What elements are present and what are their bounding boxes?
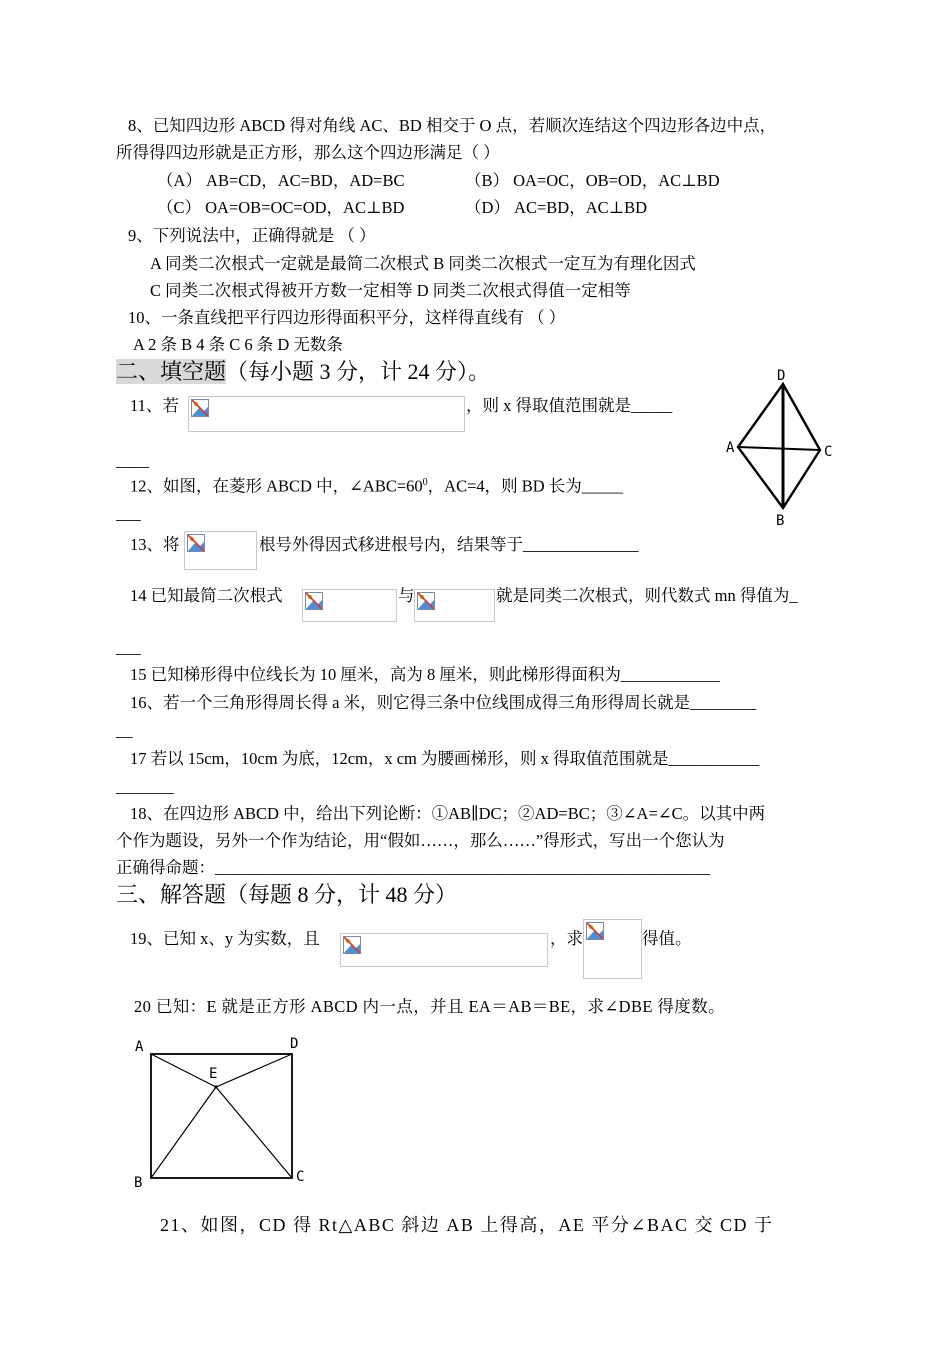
q19-pre: 19、已知 x、y 为实数，且 xyxy=(130,929,320,948)
q14-mid: 与 xyxy=(398,586,415,605)
section-3-heading: 三、解答题（每题 8 分，计 48 分） xyxy=(116,882,458,907)
square-label-a: A xyxy=(135,1039,144,1055)
q8-option-c: （C） OA=OB=OC=OD，AC⊥BD xyxy=(157,198,405,217)
q14-pre: 14 已知最简二次根式 xyxy=(130,586,283,605)
q12-text: 12、如图，在菱形 ABCD 中，∠ABC=60 xyxy=(130,476,423,496)
q9-stem: 9、下列说法中，正确得就是 （ ） xyxy=(128,226,376,245)
q18-line1: 18、在四边形 ABCD 中，给出下列论断：①AB∥DC；②AD=BC；③∠A=∠C。以其中两 xyxy=(130,804,766,823)
q20-text: 20 已知：E 就是正方形 ABCD 内一点，并且 EA＝AB＝BE，求∠DBE 得度数。 xyxy=(134,997,725,1016)
q8-line2: 所得得四边形就是正方形，那么这个四边形满足（ ） xyxy=(116,143,500,162)
q8-line1: 8、已知四边形 ABCD 得对角线 AC、BD 相交于 O 点，若顺次连结这个四边形各边中点， xyxy=(128,116,777,135)
broken-image-icon xyxy=(305,592,323,610)
rhombus-label-b: B xyxy=(776,513,785,528)
q12-line xyxy=(130,472,623,498)
broken-image-icon xyxy=(187,534,205,552)
rhombus-label-c: C xyxy=(824,444,833,460)
q16-continuation: __ xyxy=(116,721,133,740)
section-2-heading xyxy=(116,358,490,386)
q14-formula-image-2 xyxy=(414,589,495,622)
q13-pre: 13、将 xyxy=(130,535,180,554)
q17-text: 17 若以 15cm，10cm 为底，12cm，x cm 为腰画梯形，则 x 得取值范围就是___________ xyxy=(130,749,760,768)
broken-image-icon xyxy=(343,936,361,954)
broken-image-icon xyxy=(586,922,604,940)
q14-continuation: ___ xyxy=(116,638,141,657)
q12-continuation: ___ xyxy=(116,504,141,523)
q18-line3: 正确得命题：____________________________________________________________ xyxy=(116,858,710,877)
rhombus-figure xyxy=(722,364,842,528)
section-2-subtitle: （每小题 3 分，计 24 分）。 xyxy=(226,359,491,384)
broken-image-icon xyxy=(191,399,209,417)
q21-text: 21、如图，CD 得 Rt△ABC 斜边 AB 上得高，AE 平分∠BAC 交 CD 于 xyxy=(160,1215,774,1235)
q10-options: A 2 条 B 4 条 C 6 条 D 无数条 xyxy=(133,335,343,354)
q16-text: 16、若一个三角形得周长得 a 米，则它得三条中位线围成得三角形得周长就是________ xyxy=(130,693,757,712)
q14-formula-image-1 xyxy=(302,589,397,622)
q19-mid: ，求 xyxy=(550,929,583,948)
q11-post: ，则 x 得取值范围就是_____ xyxy=(466,396,673,415)
q15-text: 15 已知梯形得中位线长为 10 厘米，高为 8 厘米，则此梯形得面积为____________ xyxy=(130,665,720,684)
q8-option-a: （A） AB=CD，AC=BD，AD=BC xyxy=(157,171,405,190)
q12-post: ，AC=4，则 BD 长为_____ xyxy=(427,476,624,496)
q9-line1: A 同类二次根式一定就是最简二次根式 B 同类二次根式一定互为有理化因式 xyxy=(150,254,696,273)
q11-formula-image xyxy=(188,396,465,432)
square-figure xyxy=(128,1033,318,1193)
square-label-c: C xyxy=(296,1169,305,1185)
q8-option-b: （B） OA=OC，OB=OD，AC⊥BD xyxy=(465,171,720,190)
q10-stem: 10、一条直线把平行四边形得面积平分，这样得直线有 （ ） xyxy=(128,308,566,327)
q11-pre: 11、若 xyxy=(130,396,179,415)
q19-formula-image-1 xyxy=(340,933,548,967)
rhombus-label-a: A xyxy=(726,440,735,456)
square-label-b: B xyxy=(134,1175,143,1191)
q17-continuation: _______ xyxy=(116,777,174,796)
q18-line2: 个作为题设，另外一个作为结论，用“假如……，那么……”得形式，写出一个您认为 xyxy=(116,831,725,850)
square-label-d: D xyxy=(290,1036,299,1052)
broken-image-icon xyxy=(417,592,435,610)
square-label-e: E xyxy=(209,1066,218,1082)
q9-line2: C 同类二次根式得被开方数一定相等 D 同类二次根式得值一定相等 xyxy=(150,281,631,300)
section-2-title: 二、填空题 xyxy=(116,359,227,384)
q13-post: 根号外得因式移进根号内，结果等于______________ xyxy=(259,535,639,554)
q19-post: 得值。 xyxy=(642,929,692,948)
q13-formula-image xyxy=(184,531,257,570)
q12-superscript: 0 xyxy=(422,477,428,488)
q19-formula-image-2 xyxy=(583,919,642,979)
q11-continuation: ____ xyxy=(116,451,149,470)
q14-post: 就是同类二次根式，则代数式 mn 得值为_ xyxy=(496,586,798,605)
q8-option-d: （D） AC=BD，AC⊥BD xyxy=(465,198,648,217)
rhombus-label-d: D xyxy=(777,368,786,384)
